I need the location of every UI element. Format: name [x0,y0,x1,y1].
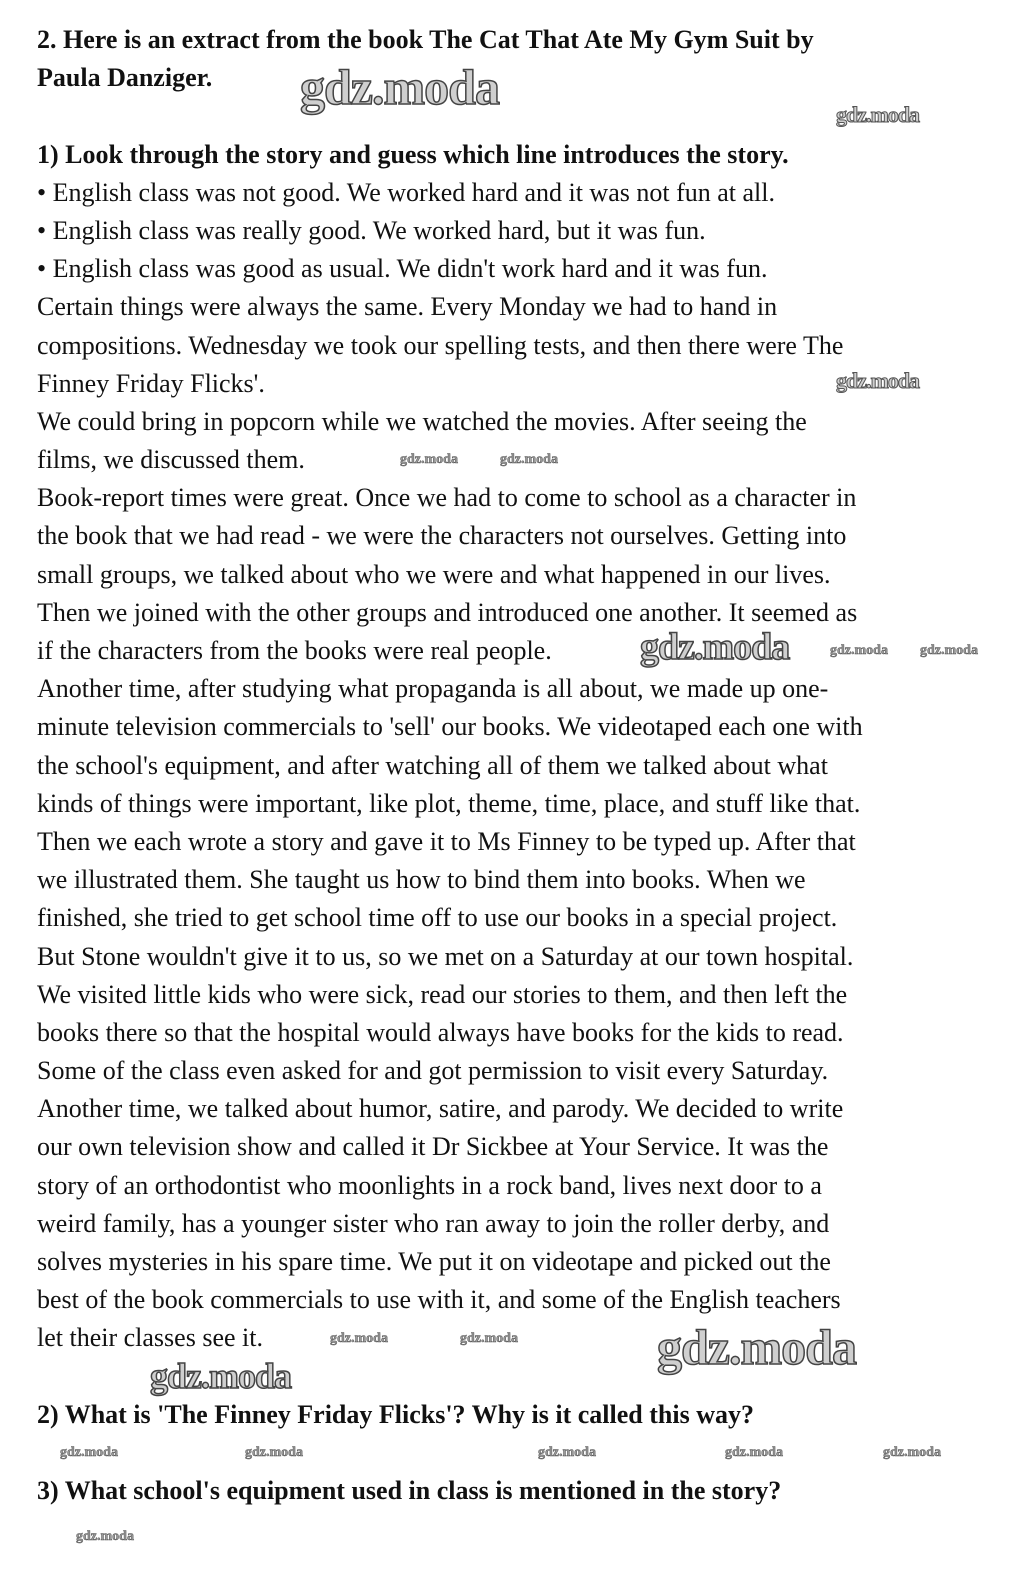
text-line: weird family, has a younger sister who ran away to join the roller derby, and [37,1208,830,1238]
text-line: Then we each wrote a story and gave it to Ms Finney to be typed up. After that [37,826,856,856]
watermark-logo: gdz.moda [538,1445,596,1460]
text-line: • English class was not good. We worked hard and it was not fun at all. [37,177,776,207]
watermark-logo: gdz.moda [76,1529,134,1544]
text-line: story of an orthodontist who moonlights in a rock band, lives next door to a [37,1170,822,1200]
watermark-logo: gdz.moda [830,643,888,658]
text-line: we illustrated them. She taught us how to bind them into books. When we [37,865,806,895]
text-line: We could bring in popcorn while we watched the movies. After seeing the [37,406,807,436]
question-heading: 1) Look through the story and guess which line introduces the story. [37,139,789,169]
text-line: small groups, we talked about who we were and what happened in our lives. [37,559,831,589]
document-body [37,21,1017,1510]
question-heading: 2. Here is an extract from the book The Cat That Ate My Gym Suit by [37,25,814,54]
watermark-logo: gdz.moda [883,1445,941,1460]
question-heading: 2) What is 'The Finney Friday Flicks'? Why is it called this way? [37,1399,754,1429]
text-line: minute television commercials to 'sell' our books. We videotaped each one with [37,712,863,742]
text-line: Then we joined with the other groups and introduced one another. It seemed as [37,597,858,627]
text-line: Another time, after studying what propaganda is all about, we made up one- [37,674,829,704]
text-line: Finney Friday Flicks'. [37,368,265,398]
text-line: Some of the class even asked for and got permission to visit every Saturday. [37,1056,829,1086]
text-line: • English class was really good. We worked hard, but it was fun. [37,215,706,245]
watermark-logo: gdz.moda [657,1319,856,1375]
text-line: finished, she tried to get school time off to use our books in a special project. [37,903,838,933]
watermark-logo: gdz.moda [150,1356,292,1396]
text-line: Another time, we talked about humor, satire, and parody. We decided to write [37,1094,844,1124]
text-line: films, we discussed them. [37,445,305,475]
watermark-logo: gdz.moda [245,1445,303,1460]
text-line: solves mysteries in his spare time. We put it on videotape and picked out the [37,1247,831,1276]
watermark-logo: gdz.moda [836,102,920,127]
text-line: kinds of things were important, like plot, theme, time, place, and stuff like that. [37,788,861,818]
text-line: compositions. Wednesday we took our spelling tests, and then there were The [37,330,844,360]
text-line: let their classes see it. [37,1323,263,1353]
watermark-logo: gdz.moda [60,1445,118,1460]
text-line: • English class was good as usual. We didn't work hard and it was fun. [37,254,768,284]
text-line: Certain things were always the same. Every Monday we had to hand in [37,292,778,322]
text-line: if the characters from the books were real people. [37,636,552,665]
text-line: But Stone wouldn't give it to us, so we met on a Saturday at our town hospital. [37,941,854,971]
watermark-logo: gdz.moda [640,626,790,668]
watermark-logo: gdz.moda [300,59,499,115]
text-line: best of the book commercials to use with it, and some of the English teachers [37,1285,841,1315]
watermark-logo: gdz.moda [920,643,978,658]
text-line: We visited little kids who were sick, read our stories to them, and then left the [37,979,848,1009]
text-line: the school's equipment, and after watching all of them we talked about what [37,750,828,780]
text-line: books there so that the hospital would always have books for the kids to read. [37,1017,844,1047]
watermark-logo: gdz.moda [836,368,920,393]
watermark-logo: gdz.moda [460,1331,518,1346]
text-line: Book-report times were great. Once we had to come to school as a character in [37,483,857,513]
text-line: the book that we had read - we were the characters not ourselves. Getting into [37,521,847,551]
question-heading: Paula Danziger. [37,63,213,93]
watermark-logo: gdz.moda [500,452,558,467]
text-line: our own television show and called it Dr Sickbee at Your Service. It was the [37,1132,829,1162]
watermark-logo: gdz.moda [330,1331,388,1346]
watermark-logo: gdz.moda [400,452,458,467]
question-heading: 3) What school's equipment used in class is mentioned in the story? [37,1476,782,1506]
watermark-logo: gdz.moda [725,1445,783,1460]
